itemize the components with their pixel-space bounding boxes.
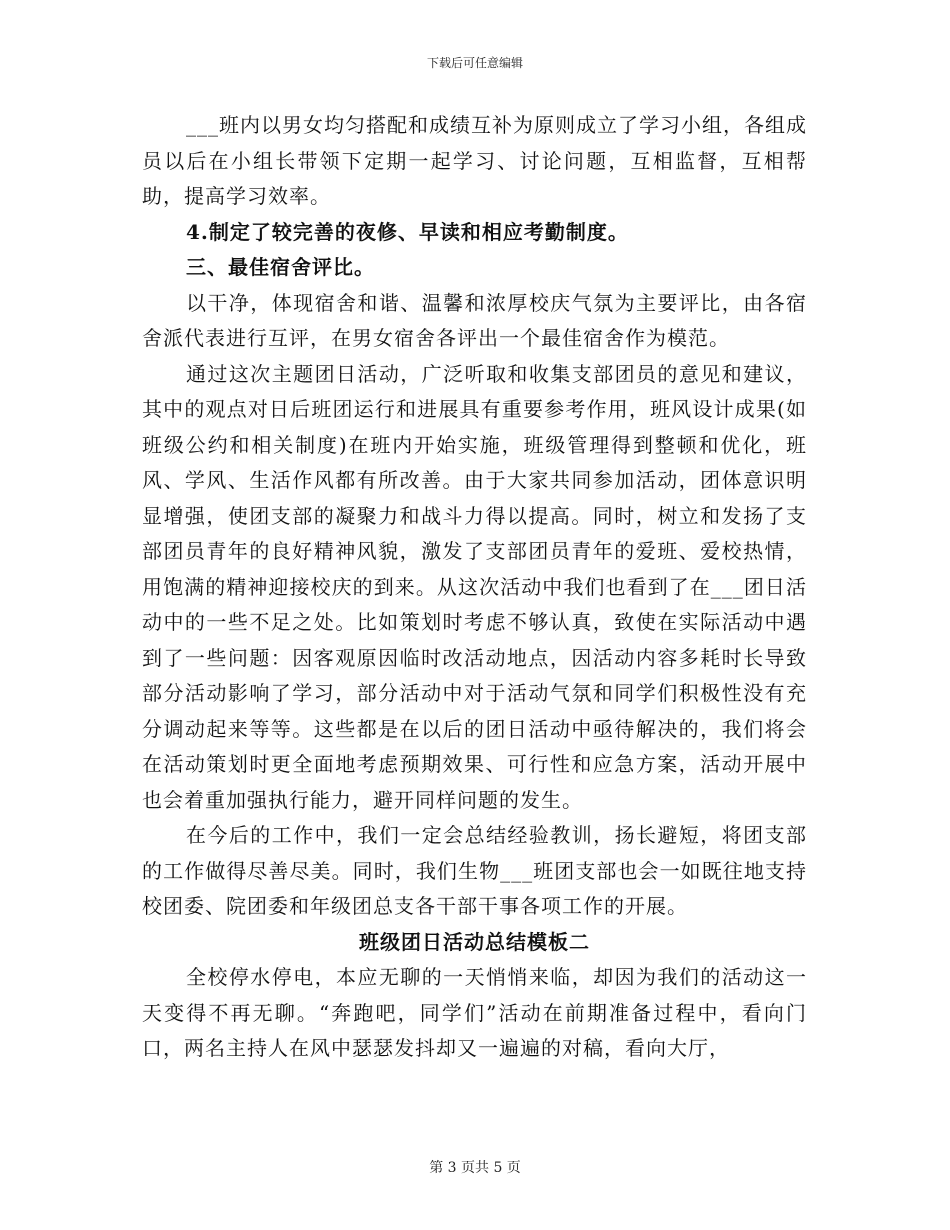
paragraph-activity-summary: 通过这次主题团日活动，广泛听取和收集支部团员的意见和建议，其中的观点对日后班团运行和进展具有重要参考作用，班风设计成果(如班级公约和相关制度)在班内开始实施，班级管理得到整顿和优化，班风、学风、生活作风都有所改善。由于大家共同参加活动，团体意识明显增强，使团支部的凝聚力和战斗力得以提高。同时，树立和发扬了支部团员青年的良好精神风貌，激发了支部团员青年的爱班、爱校热情，用饱满的精神迎接校庆的到来。从这次活动中我们也看到了在___团日活动中的一些不足之处。比如策划时考虑不够认真，致使在实际活动中遇到了一些问题：因客观原因临时改活动地点，因活动内容多耗时长导致部分活动影响了学习，部分活动中对于活动气氛和同学们积极性没有充分调动起来等等。这些都是在以后的团日活动中亟待解决的，我们将会在活动策划时更全面地考虑预期效果、可行性和应急方案，活动开展中也会着重加强执行能力，避开同样问题的发生。 xyxy=(142,361,807,812)
paragraph-future-work: 在今后的工作中，我们一定会总结经验教训，扬长避短，将团支部的工作做得尽善尽美。同时，我们生物___班团支部也会一如既往地支持校团委、院团委和年级团总支各干部干事各项工作的开展。 xyxy=(142,823,807,918)
page-header: 下载后可任意编辑 xyxy=(426,56,523,70)
paragraph-template-two-intro: 全校停水停电，本应无聊的一天悄悄来临，却因为我们的活动这一天变得不再无聊。“奔跑吧，同学们”活动在前期准备过程中，看向门口，两名主持人在风中瑟瑟发抖却又一遍遍的对稿，看向大厅， xyxy=(142,965,807,1060)
document-body xyxy=(142,108,807,1067)
page-footer: 第 3 页共 5 页 xyxy=(429,1160,521,1176)
section-heading-best-dorm: 三、最佳宿舍评比。 xyxy=(186,255,375,279)
paragraph-attendance-system: 4.制定了较完善的夜修、早读和相应考勤制度。 xyxy=(186,219,629,244)
paragraph-study-groups: ___班内以男女均匀搭配和成绩互补为原则成立了学习小组，各组成员以后在小组长带领下定期一起学习、讨论问题，互相监督，互相帮助，提高学习效率。 xyxy=(142,113,807,208)
paragraph-dorm-evaluation: 以干净，体现宿舍和谐、温馨和浓厚校庆气氛为主要评比，由各宿舍派代表进行互评，在男女宿舍各评出一个最佳宿舍作为模范。 xyxy=(142,290,807,350)
section-title-template-two: 班级团日活动总结模板二 xyxy=(359,929,590,954)
